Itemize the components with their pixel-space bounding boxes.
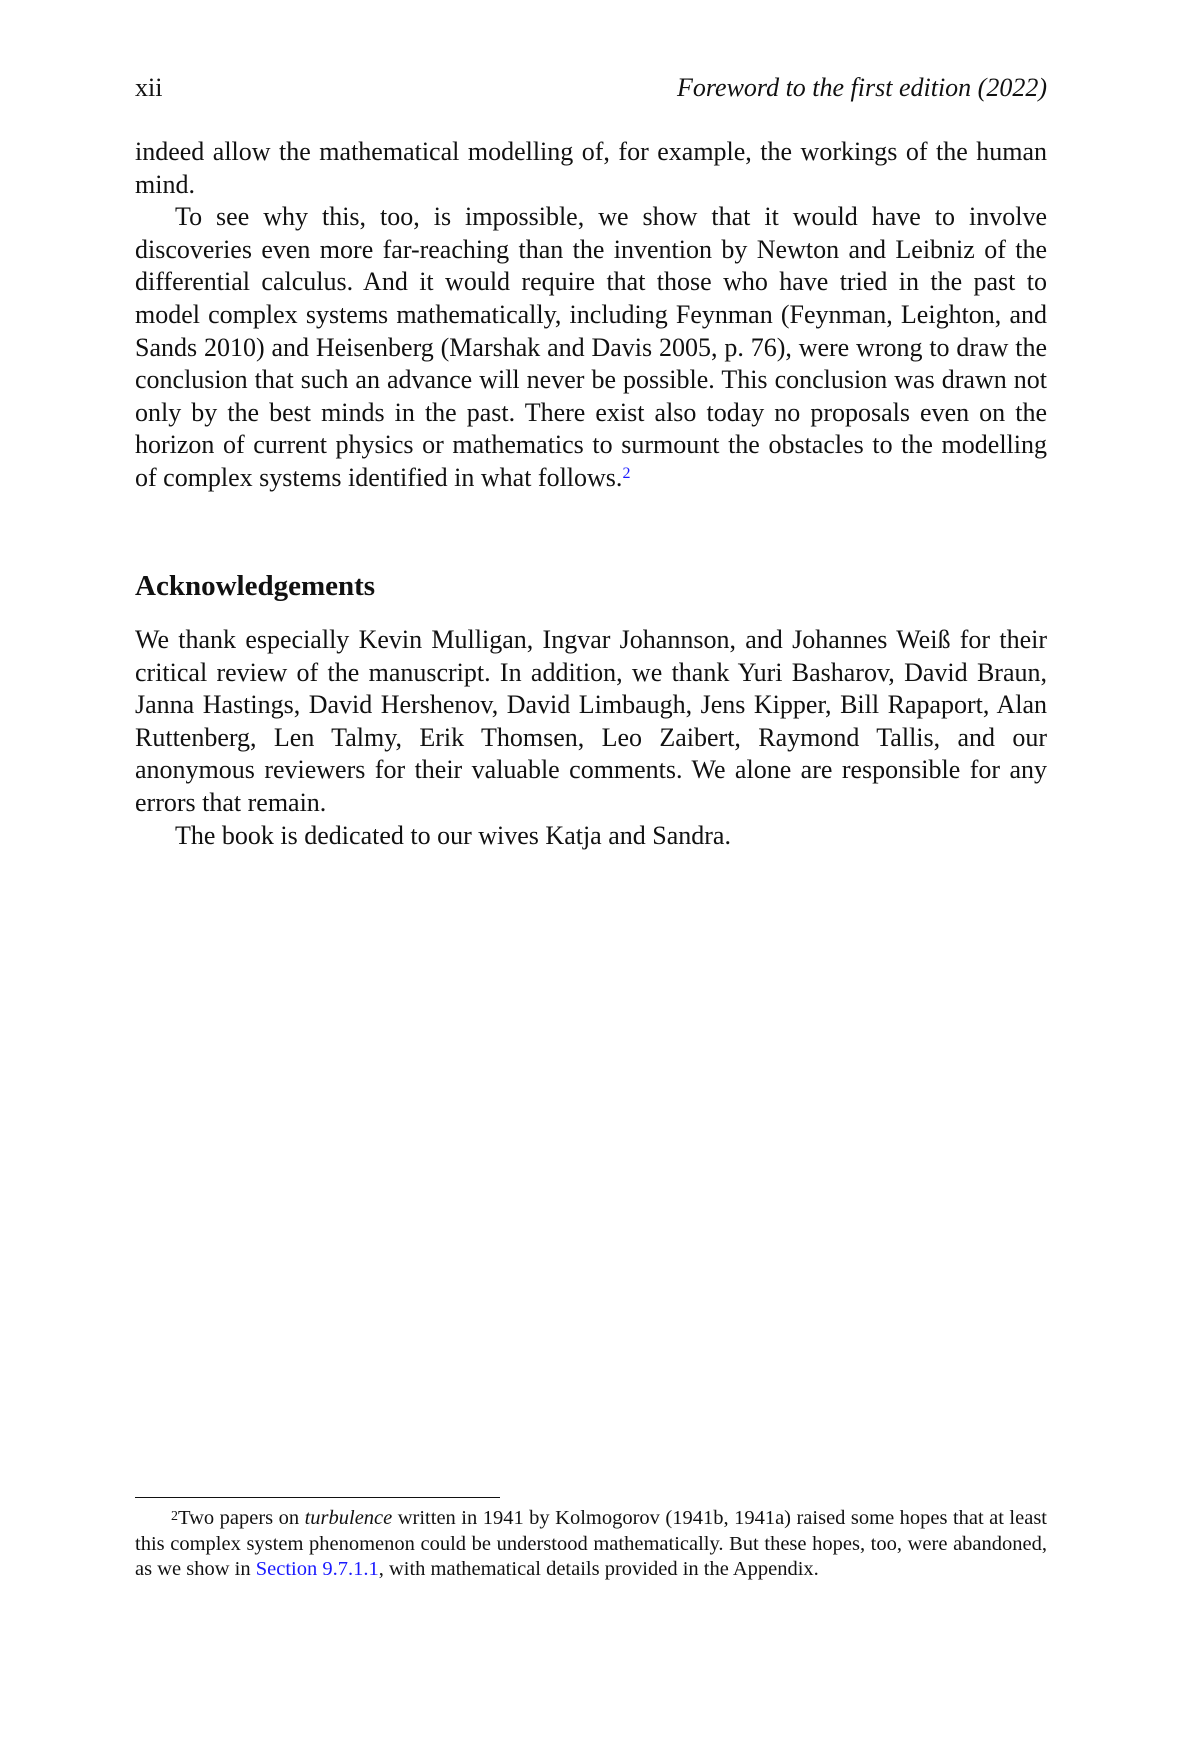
section-crossref-link[interactable]: Section 9.7.1.1 [255,1558,379,1580]
footnote-text-middle: written in 1941 by Kolmogorov (1941b, 1941a) raised some hopes that at least this complex system phenomenon could be understood mathematically. But these hopes, too, were abandoned, as we show in [135,1507,1047,1580]
page-number: xii [135,73,163,102]
paragraph-text: To see why this, too, is impossible, we show that it would have to involve discoveries even more far-reaching than the invention by Newton and Leibniz of the differential calculus. And it would require that those who have tried in the past to model complex systems mathematically, including Feynman (Feynman, Leighton, and Sands 2010) and Heisenberg (Marshak and Davis 2005, p. 76), were wrong to draw the conclusion that such an advance will never be possible. This conclusion was drawn not only by the best minds in the past. There exist also today no proposals even on the horizon of current physics or mathematics to surmount the obstacles to the modelling of complex systems identified in what follows. [135,202,1047,492]
footnote [135,1506,1047,1583]
acknowledgements-paragraph: We thank especially Kevin Mulligan, Ingvar Johannson, and Johannes Weiß for their critical review of the manuscript. In addition, we thank Yuri Basharov, David Braun, Janna Hastings, David Hershenov, David Limbaugh, Jens Kipper, Bill Rapaport, Alan Ruttenberg, Len Talmy, Erik Thomsen, Leo Zaibert, Raymond Tallis, and our anonymous reviewers for their valuable comments. We alone are responsible for any errors that remain. [135,625,1047,817]
paragraph [135,201,1047,494]
running-head-title: Foreword to the first edition (2022) [677,73,1047,102]
acknowledgements-text [135,624,1047,852]
footnote-text-after: , with mathematical details provided in the Appendix. [378,1558,819,1580]
paragraph-continued: indeed allow the mathematical modelling of, for example, the workings of the human mind. [135,137,1047,199]
footnote-mark: 2 [171,1509,178,1524]
footnote-text-before: Two papers on [178,1507,305,1529]
body-text [135,136,1047,495]
footnote-rule [135,1497,500,1498]
footnote-reference[interactable]: 2 [622,464,631,482]
section-heading: Acknowledgements [135,570,376,602]
running-head [135,72,1047,104]
footnote-italic-term: turbulence [304,1507,393,1529]
dedication-paragraph: The book is dedicated to our wives Katja and Sandra. [175,820,731,850]
footnote-text [135,1506,1047,1583]
